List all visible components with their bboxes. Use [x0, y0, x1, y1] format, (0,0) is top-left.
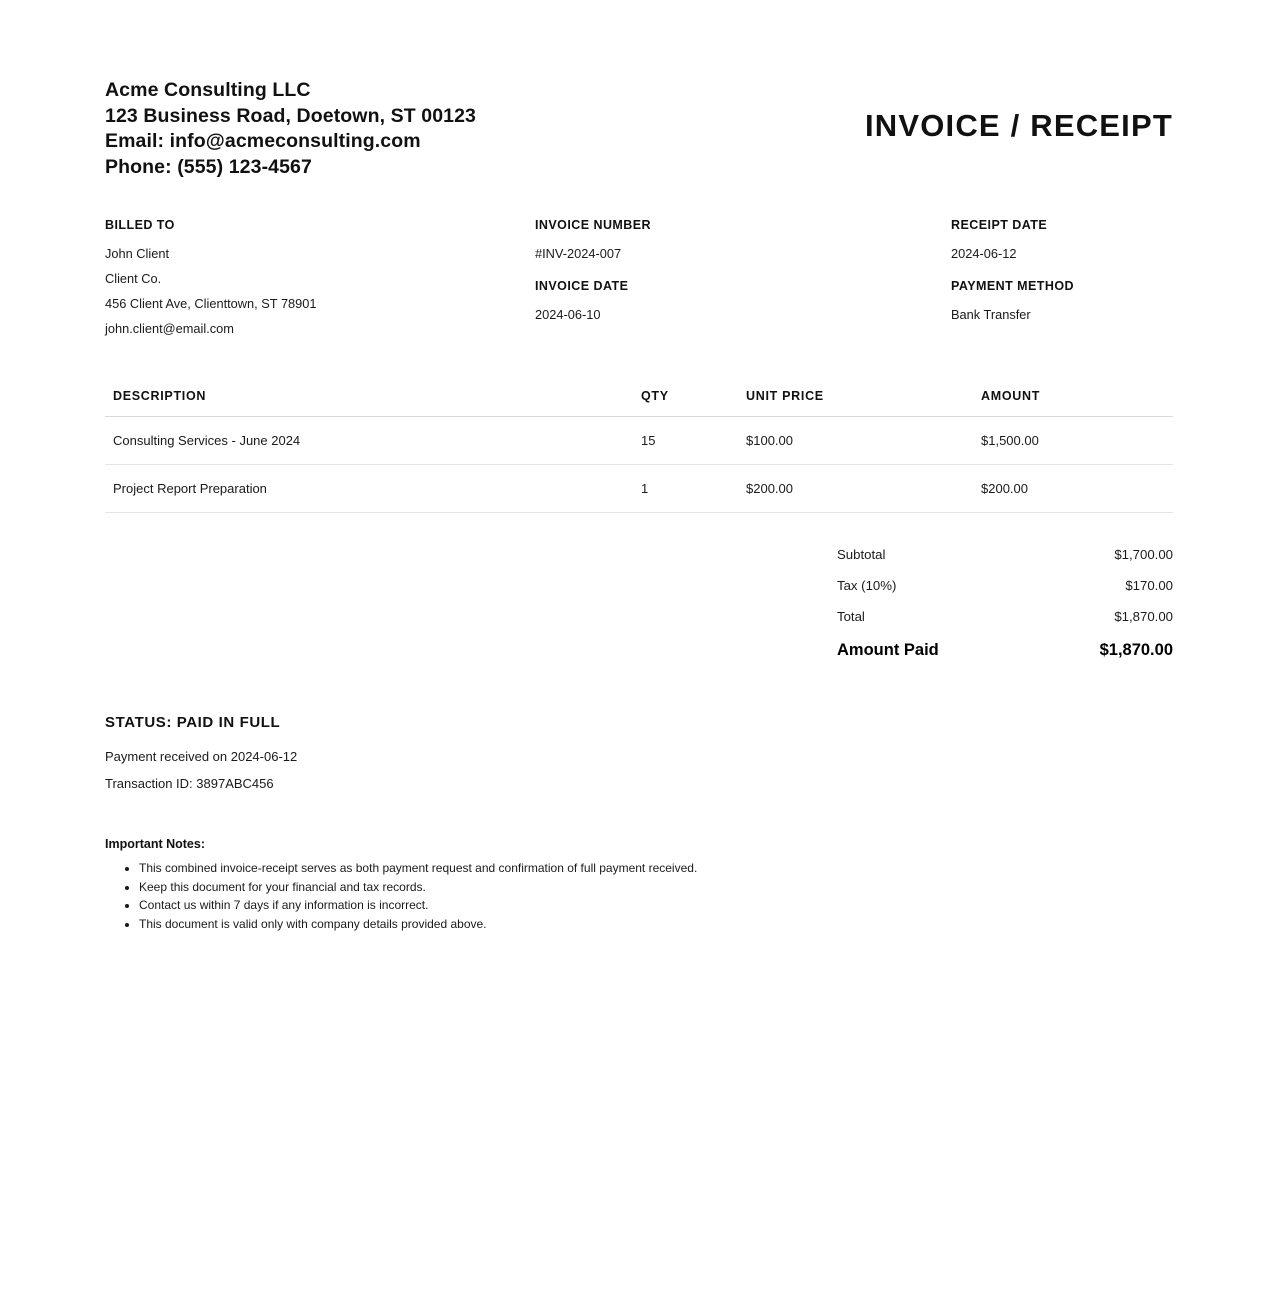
amount-paid-row	[837, 632, 1173, 668]
receipt-date-label: RECEIPT DATE	[951, 218, 1048, 232]
notes-section	[105, 837, 1173, 933]
header-qty: QTY	[641, 389, 746, 417]
subtotal-value: $1,700.00	[1114, 547, 1173, 562]
payment-method-value: Bank Transfer	[951, 307, 1031, 322]
invoice-date-label: INVOICE DATE	[535, 279, 629, 293]
total-value: $1,870.00	[1114, 609, 1173, 624]
table-header-row	[105, 389, 1173, 417]
row-qty: 15	[641, 417, 746, 465]
billed-to-address: 456 Client Ave, Clienttown, ST 78901	[105, 296, 317, 311]
header-description: DESCRIPTION	[105, 389, 641, 417]
row-amount: $200.00	[981, 465, 1173, 513]
row-unit-price: $100.00	[746, 417, 981, 465]
header-amount: AMOUNT	[981, 389, 1173, 417]
total-label: Total	[837, 609, 865, 624]
status-badge: STATUS: PAID IN FULL	[105, 714, 281, 731]
row-amount: $1,500.00	[981, 417, 1173, 465]
amount-paid-label: Amount Paid	[837, 641, 939, 659]
list-item: • This combined invoice-receipt serves as both payment request and confirmation of full payment received.	[139, 859, 1173, 878]
subtotal-row	[837, 539, 1173, 570]
row-description: Project Report Preparation	[105, 465, 641, 513]
company-name: Acme Consulting LLC	[105, 79, 311, 101]
notes-title: Important Notes:	[105, 837, 205, 851]
subtotal-label: Subtotal	[837, 547, 886, 562]
tax-label: Tax (10%)	[837, 578, 897, 593]
company-phone: Phone: (555) 123-4567	[105, 155, 312, 178]
receipt-date-value: 2024-06-12	[951, 246, 1017, 261]
tax-value: $170.00	[1125, 578, 1173, 593]
payment-received-line: Payment received on 2024-06-12	[105, 749, 298, 764]
invoice-number-label: INVOICE NUMBER	[535, 218, 652, 232]
billed-to-label: BILLED TO	[105, 218, 175, 232]
row-unit-price: $200.00	[746, 465, 981, 513]
company-block	[105, 78, 476, 180]
receipt-info-block	[951, 218, 1173, 341]
header-unit-price: UNIT PRICE	[746, 389, 981, 417]
list-item: • This document is valid only with company details provided above.	[139, 915, 1173, 934]
billed-to-name: John Client	[105, 246, 170, 261]
total-row	[837, 601, 1173, 632]
totals-section	[105, 539, 1173, 668]
table-row	[105, 417, 1173, 465]
status-section	[105, 714, 1173, 797]
list-item: • Keep this document for your financial and tax records.	[139, 878, 1173, 897]
company-address: 123 Business Road, Doetown, ST 00123	[105, 104, 476, 127]
invoice-info-block	[535, 218, 951, 341]
line-items-table	[105, 389, 1173, 513]
notes-list	[105, 859, 1173, 933]
row-description: Consulting Services - June 2024	[105, 417, 641, 465]
billed-to-company: Client Co.	[105, 271, 162, 286]
billed-to-block	[105, 218, 535, 341]
list-item: • Contact us within 7 days if any information is incorrect.	[139, 896, 1173, 915]
document-title: INVOICE / RECEIPT	[864, 108, 1173, 143]
table-row	[105, 465, 1173, 513]
tax-row	[837, 570, 1173, 601]
invoice-date-value: 2024-06-10	[535, 307, 601, 322]
document-header	[105, 78, 1173, 180]
payment-method-label: PAYMENT METHOD	[951, 279, 1074, 293]
amount-paid-value: $1,870.00	[1099, 641, 1173, 659]
billed-to-email: john.client@email.com	[105, 321, 234, 336]
transaction-id-line: Transaction ID: 3897ABC456	[105, 776, 274, 791]
meta-section	[105, 218, 1173, 341]
company-email: Email: info@acmeconsulting.com	[105, 130, 421, 152]
invoice-number-value: #INV-2024-007	[535, 246, 622, 261]
row-qty: 1	[641, 465, 746, 513]
